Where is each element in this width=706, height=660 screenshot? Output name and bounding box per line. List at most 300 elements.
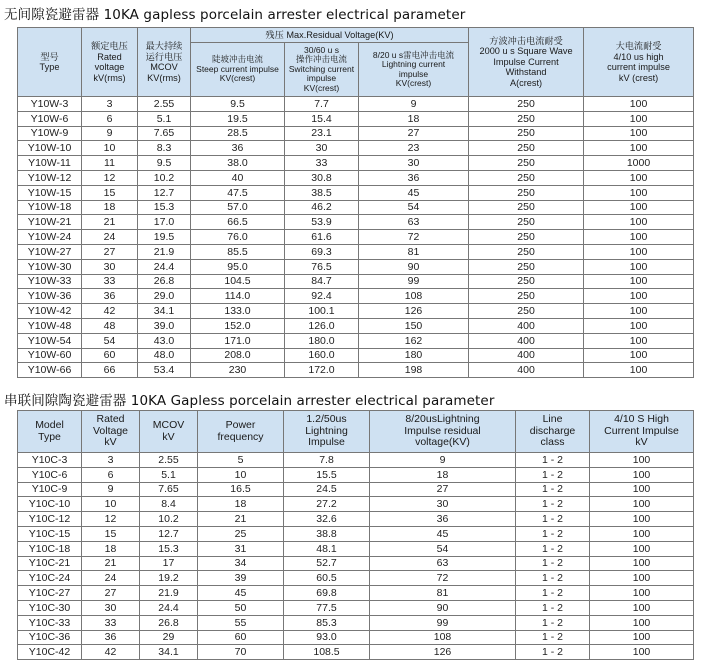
table-row bbox=[18, 630, 694, 645]
table-cell: 30 bbox=[285, 141, 359, 156]
table-cell: 15.3 bbox=[138, 200, 191, 215]
table-cell: 26.8 bbox=[140, 615, 198, 630]
table-cell: 100 bbox=[584, 111, 694, 126]
table-cell: 100 bbox=[584, 244, 694, 259]
table-cell: 60 bbox=[82, 348, 138, 363]
table-cell: 100 bbox=[590, 467, 694, 482]
table-row bbox=[18, 126, 694, 141]
header-lightning-impulse: 1.2/50us Lightning Impulse bbox=[284, 411, 370, 453]
table-cell: 18 bbox=[198, 497, 284, 512]
table-cell: 69.8 bbox=[284, 586, 370, 601]
table-cell: 12.7 bbox=[140, 526, 198, 541]
table-cell: 42 bbox=[82, 645, 140, 660]
table-cell: 38.5 bbox=[285, 185, 359, 200]
table-cell: Y10W-10 bbox=[18, 141, 82, 156]
table-cell: 1 - 2 bbox=[516, 453, 590, 468]
table-row bbox=[18, 141, 694, 156]
header-rated-voltage: 额定电压 Rated voltage kV(rms) bbox=[82, 28, 138, 97]
table-cell: 27 bbox=[82, 244, 138, 259]
table-cell: 1 - 2 bbox=[516, 541, 590, 556]
table-cell: 1 - 2 bbox=[516, 526, 590, 541]
table-cell: 21.9 bbox=[140, 586, 198, 601]
table-cell: 100 bbox=[584, 126, 694, 141]
table-cell: 21 bbox=[198, 512, 284, 527]
table-cell: 24 bbox=[82, 571, 140, 586]
table-cell: Y10C-18 bbox=[18, 541, 82, 556]
table-cell: 23 bbox=[359, 141, 469, 156]
table-cell: 39.0 bbox=[138, 318, 191, 333]
table-cell: 9 bbox=[82, 482, 140, 497]
table-cell: 21 bbox=[82, 215, 138, 230]
table-cell: 100 bbox=[590, 600, 694, 615]
table-cell: 100 bbox=[584, 333, 694, 348]
table-cell: 126 bbox=[359, 304, 469, 319]
table-cell: 53.4 bbox=[138, 363, 191, 378]
table-cell: Y10W-48 bbox=[18, 318, 82, 333]
table-cell: 38.8 bbox=[284, 526, 370, 541]
table-cell: 36 bbox=[191, 141, 285, 156]
header-lightning-current: 8/20 u s雷电冲击电流 Lightning current impulse KV(crest) bbox=[359, 43, 469, 97]
table-cell: 99 bbox=[370, 615, 516, 630]
table-cell: Y10C-6 bbox=[18, 467, 82, 482]
table-cell: 92.4 bbox=[285, 289, 359, 304]
table-row bbox=[18, 259, 694, 274]
table-cell: 100 bbox=[584, 304, 694, 319]
table-cell: 1 - 2 bbox=[516, 467, 590, 482]
table-cell: 7.7 bbox=[285, 97, 359, 112]
table-row bbox=[18, 645, 694, 660]
table-cell: Y10C-12 bbox=[18, 512, 82, 527]
gapped-arrester-table bbox=[17, 410, 694, 660]
table-cell: 250 bbox=[469, 259, 584, 274]
table-row bbox=[18, 170, 694, 185]
table-cell: 250 bbox=[469, 230, 584, 245]
table-row bbox=[18, 333, 694, 348]
table-cell: 63 bbox=[370, 556, 516, 571]
table-cell: 162 bbox=[359, 333, 469, 348]
table-cell: 72 bbox=[359, 230, 469, 245]
table-cell: Y10W-24 bbox=[18, 230, 82, 245]
table-cell: 95.0 bbox=[191, 259, 285, 274]
table-cell: 250 bbox=[469, 185, 584, 200]
table-cell: 76.5 bbox=[285, 259, 359, 274]
table-cell: 100 bbox=[584, 318, 694, 333]
table-cell: 250 bbox=[469, 200, 584, 215]
table-row bbox=[18, 97, 694, 112]
table-cell: Y10C-30 bbox=[18, 600, 82, 615]
table-cell: 48.1 bbox=[284, 541, 370, 556]
table-cell: 100 bbox=[590, 556, 694, 571]
table-cell: 1000 bbox=[584, 156, 694, 171]
table-cell: 19.5 bbox=[191, 111, 285, 126]
table-cell: 31 bbox=[198, 541, 284, 556]
table-cell: 126 bbox=[370, 645, 516, 660]
table-cell: 69.3 bbox=[285, 244, 359, 259]
table-cell: 93.0 bbox=[284, 630, 370, 645]
table-cell: 100 bbox=[590, 482, 694, 497]
table-cell: 57.0 bbox=[191, 200, 285, 215]
table-cell: 43.0 bbox=[138, 333, 191, 348]
table-cell: Y10C-27 bbox=[18, 586, 82, 601]
table-cell: 150 bbox=[359, 318, 469, 333]
table-row bbox=[18, 185, 694, 200]
table-cell: 45 bbox=[198, 586, 284, 601]
table-cell: 16.5 bbox=[198, 482, 284, 497]
table-cell: 100.1 bbox=[285, 304, 359, 319]
header-power-frequency: Power frequency bbox=[198, 411, 284, 453]
table-cell: 108 bbox=[359, 289, 469, 304]
table-cell: 77.5 bbox=[284, 600, 370, 615]
table-row bbox=[18, 215, 694, 230]
table-cell: 38.0 bbox=[191, 156, 285, 171]
table-cell: 45 bbox=[370, 526, 516, 541]
table-cell: 250 bbox=[469, 244, 584, 259]
table2-header-row bbox=[18, 411, 694, 453]
table-cell: 25 bbox=[198, 526, 284, 541]
table-cell: 230 bbox=[191, 363, 285, 378]
table-cell: 250 bbox=[469, 304, 584, 319]
table-cell: 54 bbox=[370, 541, 516, 556]
table1-body bbox=[18, 97, 694, 378]
table-cell: 100 bbox=[590, 586, 694, 601]
table-cell: 400 bbox=[469, 333, 584, 348]
table-cell: 5.1 bbox=[140, 467, 198, 482]
table-cell: 6 bbox=[82, 467, 140, 482]
table-cell: 100 bbox=[590, 571, 694, 586]
table-cell: 100 bbox=[590, 453, 694, 468]
table-cell: 9 bbox=[370, 453, 516, 468]
table-cell: 42 bbox=[82, 304, 138, 319]
table-cell: Y10W-15 bbox=[18, 185, 82, 200]
table-cell: Y10W-18 bbox=[18, 200, 82, 215]
table-cell: 85.3 bbox=[284, 615, 370, 630]
table-cell: 33 bbox=[82, 274, 138, 289]
table-cell: 15 bbox=[82, 526, 140, 541]
table-row bbox=[18, 615, 694, 630]
table-row bbox=[18, 274, 694, 289]
table-cell: 126.0 bbox=[285, 318, 359, 333]
table-cell: 18 bbox=[359, 111, 469, 126]
table-cell: 17.0 bbox=[138, 215, 191, 230]
table-cell: Y10C-42 bbox=[18, 645, 82, 660]
table-cell: 27.2 bbox=[284, 497, 370, 512]
table-cell: 15.5 bbox=[284, 467, 370, 482]
table-cell: 2.55 bbox=[138, 97, 191, 112]
table-cell: 9 bbox=[82, 126, 138, 141]
table-cell: Y10W-42 bbox=[18, 304, 82, 319]
table-cell: 10 bbox=[198, 467, 284, 482]
table-cell: Y10W-12 bbox=[18, 170, 82, 185]
table-cell: 6 bbox=[82, 111, 138, 126]
table-cell: 50 bbox=[198, 600, 284, 615]
table-cell: 10 bbox=[82, 141, 138, 156]
table-row bbox=[18, 289, 694, 304]
table-cell: 19.2 bbox=[140, 571, 198, 586]
table-row bbox=[18, 497, 694, 512]
table-cell: 400 bbox=[469, 363, 584, 378]
table-cell: 34 bbox=[198, 556, 284, 571]
table-row bbox=[18, 244, 694, 259]
table-cell: Y10C-9 bbox=[18, 482, 82, 497]
table-cell: 48.0 bbox=[138, 348, 191, 363]
table-cell: 53.9 bbox=[285, 215, 359, 230]
table-cell: 36 bbox=[82, 630, 140, 645]
table-row bbox=[18, 556, 694, 571]
table-cell: 66.5 bbox=[191, 215, 285, 230]
header-residual-voltage-group: 残压 Max.Residual Voltage(KV) bbox=[191, 28, 469, 43]
header-rated-voltage: Rated Voltage kV bbox=[82, 411, 140, 453]
table-cell: 40 bbox=[191, 170, 285, 185]
table-cell: 100 bbox=[584, 230, 694, 245]
table-cell: 84.7 bbox=[285, 274, 359, 289]
table-row bbox=[18, 156, 694, 171]
table-cell: 3 bbox=[82, 453, 140, 468]
table-cell: 400 bbox=[469, 348, 584, 363]
table-cell: 47.5 bbox=[191, 185, 285, 200]
table-cell: Y10C-10 bbox=[18, 497, 82, 512]
table-cell: Y10W-33 bbox=[18, 274, 82, 289]
table-cell: Y10W-21 bbox=[18, 215, 82, 230]
table-cell: 108.5 bbox=[284, 645, 370, 660]
table-cell: 1 - 2 bbox=[516, 512, 590, 527]
table2-title: 串联间隙陶瓷避雷器 10KA Gapless porcelain arrester electrical parameter bbox=[4, 393, 495, 409]
table-row bbox=[18, 200, 694, 215]
table-cell: 90 bbox=[370, 600, 516, 615]
header-steep-current: 陡坡冲击电流 Steep current impulse KV(crest) bbox=[191, 43, 285, 97]
table-cell: 152.0 bbox=[191, 318, 285, 333]
table-cell: Y10W-60 bbox=[18, 348, 82, 363]
table-cell: Y10C-15 bbox=[18, 526, 82, 541]
table-cell: 250 bbox=[469, 97, 584, 112]
table-cell: 100 bbox=[584, 259, 694, 274]
table-cell: 54 bbox=[359, 200, 469, 215]
table-cell: 33 bbox=[285, 156, 359, 171]
table-cell: 28.5 bbox=[191, 126, 285, 141]
table-cell: 99 bbox=[359, 274, 469, 289]
gapless-arrester-table bbox=[17, 27, 694, 378]
table-cell: 30 bbox=[82, 259, 138, 274]
table-cell: 1 - 2 bbox=[516, 615, 590, 630]
table-cell: 33 bbox=[82, 615, 140, 630]
table-row bbox=[18, 111, 694, 126]
table-cell: 250 bbox=[469, 111, 584, 126]
table-cell: 12 bbox=[82, 512, 140, 527]
table-cell: 29.0 bbox=[138, 289, 191, 304]
table-cell: 172.0 bbox=[285, 363, 359, 378]
table-cell: 11 bbox=[82, 156, 138, 171]
table-cell: 100 bbox=[584, 274, 694, 289]
table-cell: 45 bbox=[359, 185, 469, 200]
table-cell: Y10C-36 bbox=[18, 630, 82, 645]
table-cell: 1 - 2 bbox=[516, 497, 590, 512]
table-row bbox=[18, 541, 694, 556]
table-cell: 5.1 bbox=[138, 111, 191, 126]
table-cell: 32.6 bbox=[284, 512, 370, 527]
table-cell: 15 bbox=[82, 185, 138, 200]
table-cell: 60.5 bbox=[284, 571, 370, 586]
table-row bbox=[18, 230, 694, 245]
table-row bbox=[18, 348, 694, 363]
table-cell: 66 bbox=[82, 363, 138, 378]
table-cell: Y10W-9 bbox=[18, 126, 82, 141]
table-cell: 7.65 bbox=[138, 126, 191, 141]
table-cell: 100 bbox=[584, 170, 694, 185]
table-cell: Y10W-3 bbox=[18, 97, 82, 112]
table-cell: 81 bbox=[370, 586, 516, 601]
table-cell: 250 bbox=[469, 215, 584, 230]
table1-title: 无间隙瓷避雷器 10KA gapless porcelain arrester electrical parameter bbox=[4, 7, 466, 23]
table-row bbox=[18, 453, 694, 468]
table-cell: 250 bbox=[469, 170, 584, 185]
table-cell: 81 bbox=[359, 244, 469, 259]
table-cell: 52.7 bbox=[284, 556, 370, 571]
table-cell: 10.2 bbox=[138, 170, 191, 185]
table-cell: 7.8 bbox=[284, 453, 370, 468]
table-cell: 171.0 bbox=[191, 333, 285, 348]
header-model: 型号 Type bbox=[18, 28, 82, 97]
table-cell: 5 bbox=[198, 453, 284, 468]
table-cell: 100 bbox=[584, 141, 694, 156]
table-cell: 180.0 bbox=[285, 333, 359, 348]
table-cell: 27 bbox=[359, 126, 469, 141]
table-cell: 12 bbox=[82, 170, 138, 185]
table-cell: 24.4 bbox=[140, 600, 198, 615]
table-cell: 160.0 bbox=[285, 348, 359, 363]
table-row bbox=[18, 600, 694, 615]
table-cell: Y10W-27 bbox=[18, 244, 82, 259]
table-row bbox=[18, 512, 694, 527]
table-cell: 250 bbox=[469, 126, 584, 141]
table-cell: 3 bbox=[82, 97, 138, 112]
table-cell: 198 bbox=[359, 363, 469, 378]
table-cell: 12.7 bbox=[138, 185, 191, 200]
header-high-current: 大电流耐受 4/10 us high current impulse kV (crest) bbox=[584, 28, 694, 97]
table-cell: 10.2 bbox=[140, 512, 198, 527]
table-cell: 104.5 bbox=[191, 274, 285, 289]
table-cell: 108 bbox=[370, 630, 516, 645]
table-cell: Y10W-36 bbox=[18, 289, 82, 304]
table-cell: 30.8 bbox=[285, 170, 359, 185]
table-row bbox=[18, 482, 694, 497]
table-cell: 114.0 bbox=[191, 289, 285, 304]
table-cell: 27 bbox=[370, 482, 516, 497]
table-cell: 27 bbox=[82, 586, 140, 601]
table-cell: 250 bbox=[469, 141, 584, 156]
header-mcov: 最大持续 运行电压 MCOV KV(rms) bbox=[138, 28, 191, 97]
table-cell: 24.5 bbox=[284, 482, 370, 497]
table-cell: 19.5 bbox=[138, 230, 191, 245]
table-cell: 24 bbox=[82, 230, 138, 245]
table-cell: 21.9 bbox=[138, 244, 191, 259]
table-cell: 36 bbox=[82, 289, 138, 304]
table-cell: 30 bbox=[359, 156, 469, 171]
table-cell: 30 bbox=[82, 600, 140, 615]
table-cell: 36 bbox=[370, 512, 516, 527]
header-mcov: MCOV kV bbox=[140, 411, 198, 453]
table-cell: 100 bbox=[590, 630, 694, 645]
table-cell: 15.3 bbox=[140, 541, 198, 556]
table-cell: 76.0 bbox=[191, 230, 285, 245]
table-cell: 30 bbox=[370, 497, 516, 512]
table-cell: 18 bbox=[82, 541, 140, 556]
table-cell: Y10W-54 bbox=[18, 333, 82, 348]
table-cell: 60 bbox=[198, 630, 284, 645]
table-row bbox=[18, 318, 694, 333]
table-row bbox=[18, 363, 694, 378]
table-cell: 39 bbox=[198, 571, 284, 586]
table-cell: Y10C-21 bbox=[18, 556, 82, 571]
table-cell: 48 bbox=[82, 318, 138, 333]
table-cell: 400 bbox=[469, 318, 584, 333]
table-cell: Y10C-24 bbox=[18, 571, 82, 586]
table-cell: 100 bbox=[590, 645, 694, 660]
table-cell: 100 bbox=[590, 526, 694, 541]
table-cell: 250 bbox=[469, 289, 584, 304]
table-cell: 34.1 bbox=[138, 304, 191, 319]
table-cell: 2.55 bbox=[140, 453, 198, 468]
table-cell: 18 bbox=[82, 200, 138, 215]
header-line-discharge-class: Line discharge class bbox=[516, 411, 590, 453]
table-cell: 26.8 bbox=[138, 274, 191, 289]
table-cell: 1 - 2 bbox=[516, 571, 590, 586]
table-cell: Y10W-30 bbox=[18, 259, 82, 274]
table-cell: 100 bbox=[590, 615, 694, 630]
table-cell: 180 bbox=[359, 348, 469, 363]
table-cell: 100 bbox=[584, 200, 694, 215]
table-cell: 100 bbox=[590, 541, 694, 556]
table-row bbox=[18, 526, 694, 541]
header-high-current-impulse: 4/10 S High Current Impulse kV bbox=[590, 411, 694, 453]
table-cell: 9.5 bbox=[191, 97, 285, 112]
header-switching-current: 30/60 u s 操作冲击电流 Switching current impulse KV(crest) bbox=[285, 43, 359, 97]
table-cell: 1 - 2 bbox=[516, 645, 590, 660]
table-cell: 9 bbox=[359, 97, 469, 112]
table-cell: 85.5 bbox=[191, 244, 285, 259]
table-cell: 100 bbox=[584, 289, 694, 304]
header-model: Model Type bbox=[18, 411, 82, 453]
table2-body bbox=[18, 453, 694, 660]
table-row bbox=[18, 304, 694, 319]
header-residual-voltage: 8/20usLightning Impulse residual voltage(KV) bbox=[370, 411, 516, 453]
table-cell: 18 bbox=[370, 467, 516, 482]
table-cell: 100 bbox=[584, 97, 694, 112]
table-cell: Y10W-11 bbox=[18, 156, 82, 171]
table-cell: 100 bbox=[584, 215, 694, 230]
table-cell: 17 bbox=[140, 556, 198, 571]
header-square-wave: 方波冲击电流耐受 2000 u s Square Wave Impulse Current Withstand A(crest) bbox=[469, 28, 584, 97]
table-cell: 1 - 2 bbox=[516, 556, 590, 571]
table-row bbox=[18, 586, 694, 601]
table-cell: 1 - 2 bbox=[516, 630, 590, 645]
table-cell: 100 bbox=[584, 348, 694, 363]
table-cell: 250 bbox=[469, 274, 584, 289]
table-cell: 90 bbox=[359, 259, 469, 274]
table-cell: 23.1 bbox=[285, 126, 359, 141]
table-cell: 133.0 bbox=[191, 304, 285, 319]
table-cell: 8.3 bbox=[138, 141, 191, 156]
table-cell: 9.5 bbox=[138, 156, 191, 171]
table-row bbox=[18, 467, 694, 482]
table-cell: 72 bbox=[370, 571, 516, 586]
table-cell: Y10W-66 bbox=[18, 363, 82, 378]
table-cell: 21 bbox=[82, 556, 140, 571]
table-cell: 29 bbox=[140, 630, 198, 645]
table-cell: 10 bbox=[82, 497, 140, 512]
table-cell: 34.1 bbox=[140, 645, 198, 660]
table-cell: 7.65 bbox=[140, 482, 198, 497]
table-cell: 208.0 bbox=[191, 348, 285, 363]
table-cell: 100 bbox=[590, 512, 694, 527]
